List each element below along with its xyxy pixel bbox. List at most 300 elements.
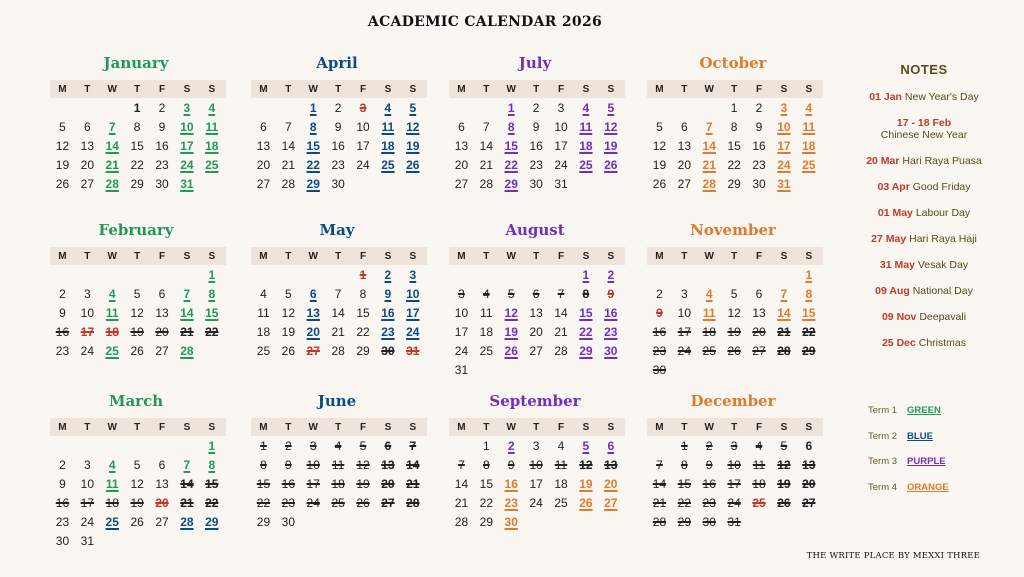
day-cell: 21 [180,324,194,339]
week-row [50,474,226,493]
day-cell: 16 [652,324,667,339]
day-cell: 27 [529,343,543,358]
day-cell: 8 [208,286,216,301]
month-november [647,219,823,379]
day-cell: 25 [479,343,494,358]
day-cell: 14 [777,305,791,320]
day-cell: 19 [777,476,791,491]
day-cell: 6 [309,286,317,301]
week-row [251,512,427,531]
day-cell: 27 [155,343,169,358]
holiday-name: National Day [912,285,973,297]
day-cell: 14 [105,138,119,153]
week-row [251,98,427,117]
day-cell: 19 [579,476,593,491]
week-row [449,322,625,341]
day-cell: 14 [180,305,194,320]
day-cell: 22 [504,157,518,172]
day-cell: 4 [482,286,490,301]
day-cell: 20 [454,157,469,172]
day-cell: 10 [80,476,95,491]
day-cell: 30 [155,176,169,191]
holiday-note [848,337,1000,349]
day-cell: 5 [59,119,66,134]
weekday-label: S [780,250,788,262]
day-cell: 15 [256,476,271,491]
day-cell: 3 [409,267,417,282]
day-cell: 9 [59,305,66,320]
week-row [449,174,625,193]
month-name: June [317,392,357,410]
day-cell: 28 [554,343,568,358]
day-cell: 9 [656,305,663,320]
day-cell: 25 [105,343,119,358]
weekday-header [50,80,226,98]
day-cell: 17 [554,138,568,153]
day-cell: 21 [105,157,119,172]
month-august [449,219,625,379]
day-cell: 13 [604,457,618,472]
holiday-note [848,285,1000,297]
weekday-label: T [134,250,141,262]
holiday-name: Deepavali [919,311,967,323]
day-cell: 30 [504,514,518,529]
day-cell: 17 [677,324,692,339]
weekday-label: M [457,421,466,433]
holiday-date: 17 - 18 Feb [896,117,952,129]
day-cell: 5 [133,286,141,301]
day-cell: 16 [55,324,70,339]
day-cell: 24 [80,343,95,358]
week-row [50,436,226,455]
day-cell: 30 [652,362,667,377]
day-cell: 22 [677,495,692,510]
day-cell: 3 [532,438,540,453]
day-cell: 15 [677,476,692,491]
day-cell: 23 [331,157,345,172]
day-cell: 11 [331,457,345,472]
day-cell: 15 [727,138,741,153]
week-row [251,436,427,455]
weekday-label: T [335,250,342,262]
day-cell: 13 [454,138,469,153]
month-september [449,390,625,531]
day-cell: 1 [208,267,216,282]
day-cell: 16 [55,495,70,510]
day-cell: 1 [680,438,688,453]
day-cell: 2 [334,100,342,115]
day-cell: 25 [554,495,568,510]
day-cell: 9 [384,286,392,301]
term-legend-item [868,456,1008,482]
day-cell: 17 [80,324,95,339]
day-cell: 10 [80,305,95,320]
holiday-date: 09 Aug [875,285,910,297]
weekday-label: F [557,421,565,433]
month-name: September [489,392,581,410]
month-name: February [98,221,174,239]
day-cell: 11 [554,457,568,472]
day-cell: 22 [727,157,741,172]
term-legend-item [868,405,1008,431]
day-cell: 20 [306,324,320,339]
day-cell: 2 [59,457,66,472]
day-cell: 1 [482,438,490,453]
day-cell: 18 [205,138,219,153]
notes-title: NOTES [900,62,948,77]
day-cell: 28 [105,176,119,191]
day-cell: 23 [604,324,618,339]
weekday-label: W [506,83,516,95]
day-cell: 5 [730,286,738,301]
day-cell: 7 [284,119,292,134]
day-cell: 16 [529,138,543,153]
day-cell: 11 [702,305,716,320]
week-row [251,455,427,474]
month-name: April [316,54,358,72]
day-cell: 12 [55,138,70,153]
month-name: October [699,54,767,72]
weekday-label: T [134,83,141,95]
day-cell: 1 [507,100,515,115]
weekday-label: F [158,421,166,433]
day-cell: 26 [652,176,667,191]
day-cell: 24 [356,157,370,172]
day-cell: 10 [677,305,692,320]
holiday-date: 03 Apr [877,181,910,193]
day-cell: 26 [281,343,296,358]
day-cell: 6 [680,119,688,134]
day-cell: 31 [406,343,420,358]
month-october [647,52,823,193]
holiday-note [848,311,1000,323]
day-cell: 3 [309,438,317,453]
day-cell: 16 [504,476,518,491]
day-cell: 15 [130,138,144,153]
day-cell: 17 [356,138,370,153]
day-cell: 13 [155,476,169,491]
day-cell: 3 [680,286,688,301]
weekday-label: F [158,83,166,95]
holiday-date: 01 Jan [869,91,902,103]
day-cell: 18 [752,476,766,491]
month-may [251,219,427,360]
holiday-date: 27 May [871,233,907,245]
day-cell: 7 [557,286,565,301]
day-cell: 2 [384,267,392,282]
weekday-label: M [58,421,67,433]
weekday-header [449,80,625,98]
day-cell: 28 [702,176,716,191]
weekday-label: S [183,421,191,433]
day-cell: 26 [130,343,144,358]
day-cell: 20 [80,157,95,172]
month-april [251,52,427,193]
weekday-label: M [259,250,268,262]
day-cell: 19 [130,324,144,339]
day-cell: 22 [479,495,494,510]
day-cell: 27 [454,176,469,191]
week-row [50,284,226,303]
week-row [251,493,427,512]
week-row [647,474,823,493]
weekday-label: F [557,83,565,95]
day-cell: 18 [105,324,119,339]
day-cell: 13 [155,305,169,320]
weekday-label: T [483,250,490,262]
day-cell: 12 [130,476,144,491]
day-cell: 5 [582,438,590,453]
day-cell: 7 [780,286,788,301]
day-cell: 4 [557,438,565,453]
day-cell: 24 [306,495,320,510]
weekday-label: M [259,421,268,433]
week-row [50,322,226,341]
holiday-note [848,117,1000,141]
weekday-label: S [183,83,191,95]
weekday-label: F [557,250,565,262]
day-cell: 12 [579,457,593,472]
day-cell: 29 [677,514,692,529]
day-cell: 1 [730,100,738,115]
weekday-header [449,418,625,436]
week-row [50,512,226,531]
page-title: ACADEMIC CALENDAR 2026 [367,14,603,30]
day-cell: 30 [752,176,766,191]
day-cell: 31 [554,176,568,191]
day-cell: 28 [331,343,345,358]
week-row [50,98,226,117]
month-name: January [103,54,169,72]
day-cell: 23 [55,514,70,529]
holiday-list [848,91,1000,349]
day-cell: 9 [705,457,713,472]
holiday-name: Hari Raya Haji [909,233,977,245]
holiday-name: Chinese New Year [880,129,968,141]
day-cell: 30 [281,514,296,529]
day-cell: 9 [507,457,515,472]
day-cell: 24 [80,514,95,529]
weekday-label: S [384,83,392,95]
holiday-note [848,233,1000,245]
weekday-label: S [805,83,813,95]
weekday-label: T [731,83,738,95]
day-cell: 28 [406,495,420,510]
week-row [647,155,823,174]
day-cell: 18 [579,138,593,153]
week-row [647,493,823,512]
weekday-label: S [208,83,216,95]
holiday-date: 25 Dec [881,337,916,349]
weekday-label: S [582,250,590,262]
term-color-name: BLUE [907,430,933,442]
day-cell: 17 [406,305,420,320]
day-cell: 25 [381,157,395,172]
weekday-label: S [409,421,417,433]
day-cell: 31 [777,176,791,191]
day-cell: 6 [458,119,465,134]
day-cell: 23 [529,157,543,172]
weekday-label: T [731,421,738,433]
month-february [50,219,226,360]
week-row [50,455,226,474]
day-cell: 12 [777,457,791,472]
day-cell: 7 [334,286,342,301]
week-row [251,136,427,155]
day-cell: 20 [752,324,766,339]
weekday-label: W [506,250,516,262]
day-cell: 14 [331,305,345,320]
week-row [647,436,823,455]
weekday-label: F [755,421,763,433]
day-cell: 12 [727,305,741,320]
day-cell: 23 [281,495,296,510]
day-cell: 17 [777,138,791,153]
day-cell: 2 [532,100,540,115]
day-cell: 21 [281,157,296,172]
day-cell: 27 [677,176,692,191]
day-cell: 21 [652,495,667,510]
day-cell: 11 [480,305,493,320]
day-cell: 22 [802,324,816,339]
weekday-label: T [285,421,292,433]
day-cell: 2 [158,100,166,115]
day-cell: 8 [680,457,688,472]
day-cell: 26 [579,495,593,510]
day-cell: 19 [281,324,296,339]
day-cell: 22 [205,495,219,510]
week-row [449,455,625,474]
day-cell: 20 [155,324,169,339]
day-cell: 18 [554,476,568,491]
day-cell: 21 [454,495,469,510]
weekday-label: S [208,421,216,433]
weekday-label: S [208,250,216,262]
day-cell: 31 [180,176,194,191]
weekday-label: T [483,83,490,95]
week-row [449,436,625,455]
day-cell: 8 [730,119,738,134]
day-cell: 12 [130,305,144,320]
weekday-label: W [704,421,714,433]
day-cell: 2 [607,267,615,282]
weekday-label: M [457,83,466,95]
day-cell: 7 [656,457,663,472]
week-row [449,136,625,155]
day-cell: 18 [702,324,716,339]
month-june [251,390,427,531]
day-cell: 18 [331,476,345,491]
month-name: August [505,221,565,239]
day-cell: 15 [205,305,219,320]
day-cell: 7 [409,438,417,453]
day-cell: 6 [755,286,763,301]
day-cell: 12 [504,305,518,320]
weekday-label: W [704,250,714,262]
day-cell: 11 [802,119,816,134]
day-cell: 28 [479,176,494,191]
day-cell: 6 [83,119,91,134]
weekday-label: F [359,250,367,262]
day-cell: 20 [256,157,271,172]
day-cell: 10 [554,119,568,134]
day-cell: 1 [260,438,267,453]
day-cell: 25 [256,343,271,358]
term-legend-item [868,482,1008,508]
holiday-note [848,155,1000,167]
day-cell: 4 [705,286,713,301]
weekday-label: M [58,83,67,95]
week-row [50,174,226,193]
weekday-label: M [457,250,466,262]
day-cell: 16 [752,138,766,153]
day-cell: 12 [652,138,667,153]
week-row [647,512,823,531]
day-cell: 8 [805,286,813,301]
day-cell: 16 [155,138,169,153]
day-cell: 25 [702,343,716,358]
holiday-date: 09 Nov [881,311,917,323]
week-row [251,303,427,322]
day-cell: 11 [257,305,270,320]
day-cell: 13 [677,138,692,153]
day-cell: 1 [309,100,317,115]
day-cell: 8 [309,119,317,134]
day-cell: 14 [554,305,568,320]
weekday-label: W [107,421,117,433]
day-cell: 8 [359,286,367,301]
day-cell: 29 [479,514,494,529]
weekday-label: M [655,250,664,262]
day-cell: 10 [529,457,543,472]
day-cell: 6 [607,438,615,453]
day-cell: 24 [777,157,791,172]
weekday-label: T [681,421,688,433]
day-cell: 27 [80,176,95,191]
weekday-label: S [780,83,788,95]
holiday-date: 20 Mar [866,155,900,167]
week-row [50,155,226,174]
day-cell: 15 [579,305,593,320]
day-cell: 27 [752,343,766,358]
day-cell: 30 [331,176,345,191]
day-cell: 9 [284,457,292,472]
day-cell: 14 [652,476,667,491]
day-cell: 30 [702,514,716,529]
weekday-label: T [335,83,342,95]
weekday-label: M [259,83,268,95]
day-cell: 11 [579,119,593,134]
weekday-label: W [506,421,516,433]
term-legend-item [868,431,1008,457]
day-cell: 29 [130,176,144,191]
day-cell: 7 [458,457,465,472]
day-cell: 23 [155,157,169,172]
day-cell: 5 [409,100,417,115]
day-cell: 20 [381,476,395,491]
week-row [251,322,427,341]
week-row [251,117,427,136]
week-row [449,265,625,284]
day-cell: 28 [454,514,469,529]
day-cell: 25 [579,157,593,172]
weekday-label: F [755,250,763,262]
day-cell: 14 [454,476,469,491]
day-cell: 21 [554,324,568,339]
day-cell: 10 [727,457,741,472]
week-row [50,136,226,155]
week-row [50,117,226,136]
